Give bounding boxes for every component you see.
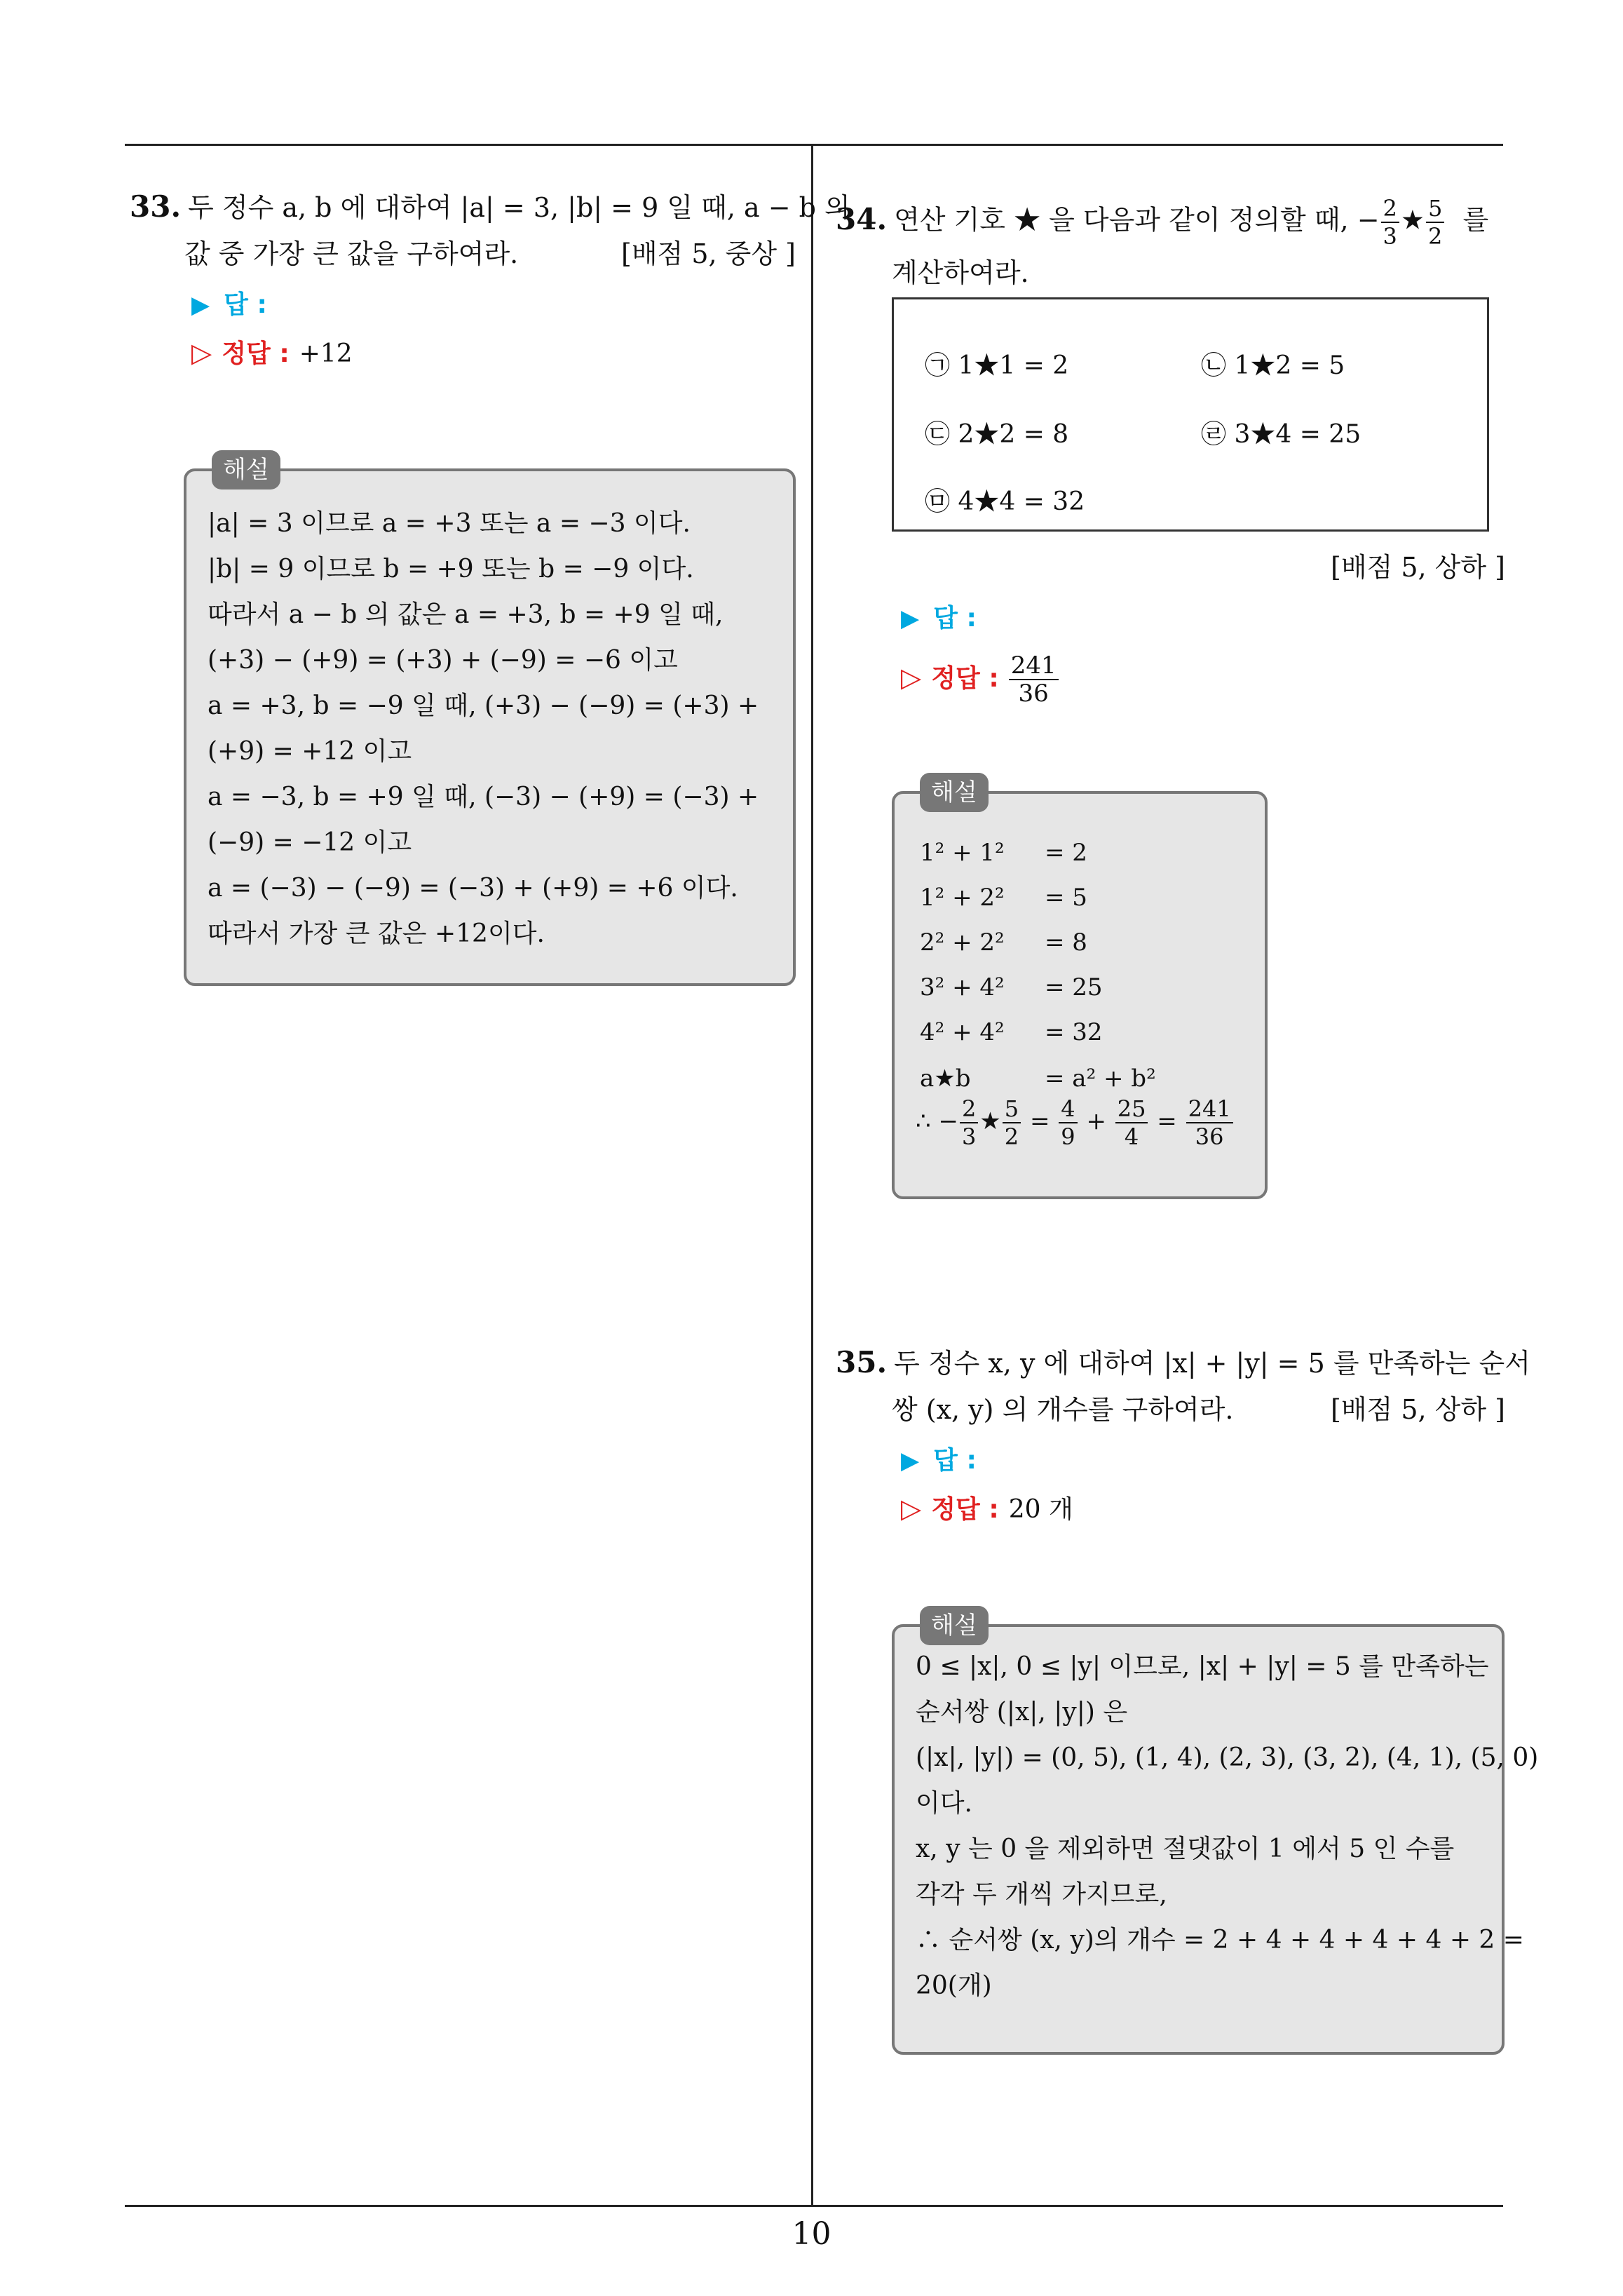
- q35-answer-row: [836, 1437, 1505, 1485]
- q34-option: ㉠ 1★1 = 2: [925, 351, 1069, 380]
- row-rhs: = a² + b²: [1045, 1065, 1156, 1093]
- frac-denominator: 36: [1195, 1123, 1224, 1150]
- q33-solution-box: [184, 456, 796, 986]
- q34-options-box: [892, 297, 1489, 532]
- q33-sol-line: |a| = 3 이므로 a = +3 또는 a = −3 이다.: [208, 509, 691, 538]
- q34-solution-tag: 해설: [920, 773, 989, 812]
- q33-sol-line: 따라서 a − b 의 값은 a = +3, b = +9 일 때,: [208, 600, 724, 629]
- q33-line2: [130, 231, 796, 277]
- q34-correct-label: 정답 :: [931, 664, 999, 693]
- q34-fraction-b: [1426, 195, 1444, 250]
- frac: [1003, 1095, 1021, 1150]
- frac: [1115, 1095, 1148, 1150]
- correct-arrow-icon: ▷: [901, 662, 922, 693]
- star-icon: ★: [979, 1107, 1001, 1135]
- frac-numerator: 5: [1003, 1095, 1021, 1123]
- column-divider: [811, 144, 813, 2206]
- q35-solution-tag: 해설: [920, 1606, 989, 1645]
- frac-numerator: 241: [1009, 652, 1059, 680]
- q35-sol-line: x, y 는 0 을 제외하면 절댓값이 1 에서 5 인 수를: [916, 1835, 1455, 1863]
- q34-text-1-post: 를: [1462, 204, 1489, 236]
- q35-score: [배점 5, 상하 ]: [1331, 1394, 1505, 1425]
- star-icon: ★: [1400, 204, 1425, 236]
- q35-solution-body: [916, 1644, 1539, 2008]
- frac: [1059, 1095, 1077, 1150]
- frac: [960, 1095, 978, 1150]
- answer-arrow-icon: ▶: [901, 1447, 920, 1475]
- frac-numerator: 5: [1426, 195, 1444, 223]
- q33-sol-line: (+9) = +12 이고: [208, 737, 412, 766]
- row-lhs: 2² + 2²: [920, 928, 1005, 957]
- frac-denominator: 36: [1018, 680, 1049, 708]
- frac-numerator: 2: [1381, 195, 1399, 223]
- q33-correct-value: +12: [299, 339, 353, 368]
- q35-sol-line: (|x|, |y|) = (0, 5), (1, 4), (2, 3), (3, 2), (4, 1), (5, 0): [916, 1743, 1539, 1772]
- frac-denominator: 3: [1383, 223, 1397, 250]
- q33-text-1: 두 정수 a, b 에 대하여 |a| = 3, |b| = 9 일 때, a − b 의: [188, 192, 850, 223]
- q34-correct-row: [901, 642, 1392, 714]
- q34-option: ㉤ 4★4 = 32: [925, 487, 1085, 516]
- row-rhs: = 5: [1045, 884, 1087, 912]
- q35-line1: [836, 1339, 1530, 1386]
- q35-sol-line: 순서쌍 (|x|, |y|) 은: [916, 1698, 1128, 1727]
- question-35: [836, 1339, 1530, 1534]
- q33-sol-line: a = +3, b = −9 일 때, (+3) − (−9) = (+3) +: [208, 691, 759, 720]
- question-33: [130, 184, 850, 378]
- question-34: [836, 195, 1509, 296]
- q33-sol-line: (+3) − (+9) = (+3) + (−9) = −6 이고: [208, 646, 678, 675]
- q34-option: ㉡ 1★2 = 5: [1201, 351, 1345, 380]
- q34-answers: [901, 595, 1392, 714]
- q35-sol-line: 0 ≤ |x|, 0 ≤ |y| 이므로, |x| + |y| = 5 를 만족하는: [916, 1652, 1489, 1681]
- q34-score: [배점 5, 상하 ]: [1331, 552, 1505, 583]
- q35-text-2: 쌍 (x, y) 의 개수를 구하여라.: [892, 1394, 1234, 1425]
- row-lhs: 4² + 4²: [920, 1018, 1005, 1046]
- frac-denominator: 3: [961, 1123, 977, 1150]
- q33-number: 33.: [130, 189, 182, 224]
- q34-text-2: 계산하여라.: [892, 257, 1029, 288]
- q34-number: 34.: [836, 201, 888, 236]
- q33-correct-row: [130, 329, 796, 378]
- top-rule: [125, 144, 1503, 146]
- frac-numerator: 4: [1059, 1095, 1077, 1123]
- q35-answer-label: 답 :: [933, 1446, 977, 1475]
- q33-sol-line: a = (−3) − (−9) = (−3) + (+9) = +6 이다.: [208, 874, 738, 903]
- row-rhs: = 8: [1045, 928, 1087, 957]
- q35-correct-value: 20 개: [1008, 1495, 1073, 1524]
- q33-solution-body: [208, 501, 776, 957]
- frac-denominator: 9: [1061, 1123, 1075, 1150]
- row-rhs: = 32: [1045, 1018, 1103, 1046]
- frac-numerator: 25: [1115, 1095, 1148, 1123]
- row-rhs: = 25: [1045, 973, 1103, 1001]
- q33-text-2: 값 중 가장 큰 값을 구하여라.: [184, 238, 519, 269]
- q34-line2: [836, 250, 1509, 296]
- q34-correct-fraction: [1009, 652, 1059, 707]
- q35-line2: [836, 1386, 1505, 1433]
- row-rhs: = 2: [1045, 839, 1087, 867]
- bottom-rule: [125, 2205, 1503, 2207]
- q33-answer-label: 답 :: [224, 290, 267, 319]
- therefore-symbol: ∴ −: [916, 1107, 958, 1135]
- q35-correct-row: [836, 1485, 1505, 1534]
- equals-sign: =: [1029, 1107, 1050, 1135]
- q34-answer-row: [901, 595, 1392, 642]
- q33-sol-line: (−9) = −12 이고: [208, 828, 412, 857]
- q35-sol-line: ∴ 순서쌍 (x, y)의 개수 = 2 + 4 + 4 + 4 + 4 + 2 =: [916, 1926, 1524, 1954]
- frac-denominator: 2: [1427, 223, 1443, 250]
- frac-numerator: 241: [1186, 1095, 1233, 1123]
- q35-sol-line: 이다.: [916, 1789, 972, 1818]
- answer-arrow-icon: ▶: [901, 605, 920, 633]
- page-number: 10: [792, 2216, 831, 2252]
- q33-line1: [130, 184, 850, 231]
- q35-sol-line: 각각 두 개씩 가지므로,: [916, 1880, 1167, 1909]
- q33-score: [배점 5, 중상 ]: [621, 238, 796, 269]
- q34-answer-label: 답 :: [933, 604, 977, 633]
- row-lhs: 3² + 4²: [920, 973, 1005, 1001]
- row-lhs: 1² + 1²: [920, 839, 1005, 867]
- q34-line1: [836, 195, 1509, 250]
- row-lhs: a★b: [920, 1065, 971, 1093]
- frac-denominator: 2: [1004, 1123, 1019, 1150]
- q35-correct-label: 정답 :: [931, 1495, 999, 1524]
- answer-arrow-icon: ▶: [191, 291, 210, 319]
- row-lhs: 1² + 2²: [920, 884, 1005, 912]
- plus-sign: +: [1086, 1107, 1106, 1135]
- q35-text-1: 두 정수 x, y 에 대하여 |x| + |y| = 5 를 만족하는 순서: [894, 1348, 1530, 1379]
- q35-sol-line: 20(개): [916, 1971, 992, 2000]
- q34-option: ㉣ 3★4 = 25: [1201, 420, 1361, 449]
- correct-arrow-icon: ▷: [191, 337, 212, 368]
- frac: [1186, 1095, 1233, 1150]
- q34-fraction-a: [1381, 195, 1399, 250]
- q34-text-1: 연산 기호 ★ 을 다음과 같이 정의할 때, −: [894, 204, 1380, 236]
- q33-sol-line: 따라서 가장 큰 값은 +12이다.: [208, 919, 545, 948]
- q34-solution-box: [892, 778, 1268, 1199]
- q35-number: 35.: [836, 1345, 888, 1379]
- frac-numerator: 2: [960, 1095, 978, 1123]
- q33-sol-line: |b| = 9 이므로 b = +9 또는 b = −9 이다.: [208, 555, 694, 583]
- q35-solution-box: [892, 1612, 1539, 2055]
- q34-sol-final: [916, 1095, 1235, 1150]
- q34-option: ㉢ 2★2 = 8: [925, 420, 1069, 449]
- frac-denominator: 4: [1124, 1123, 1139, 1150]
- q33-sol-line: a = −3, b = +9 일 때, (−3) − (+9) = (−3) +: [208, 783, 759, 811]
- q33-correct-label: 정답 :: [222, 339, 290, 368]
- correct-arrow-icon: ▷: [901, 1493, 922, 1524]
- q33-solution-tag: 해설: [212, 450, 280, 489]
- q33-answer-row: [130, 281, 796, 329]
- equals-sign: =: [1157, 1107, 1177, 1135]
